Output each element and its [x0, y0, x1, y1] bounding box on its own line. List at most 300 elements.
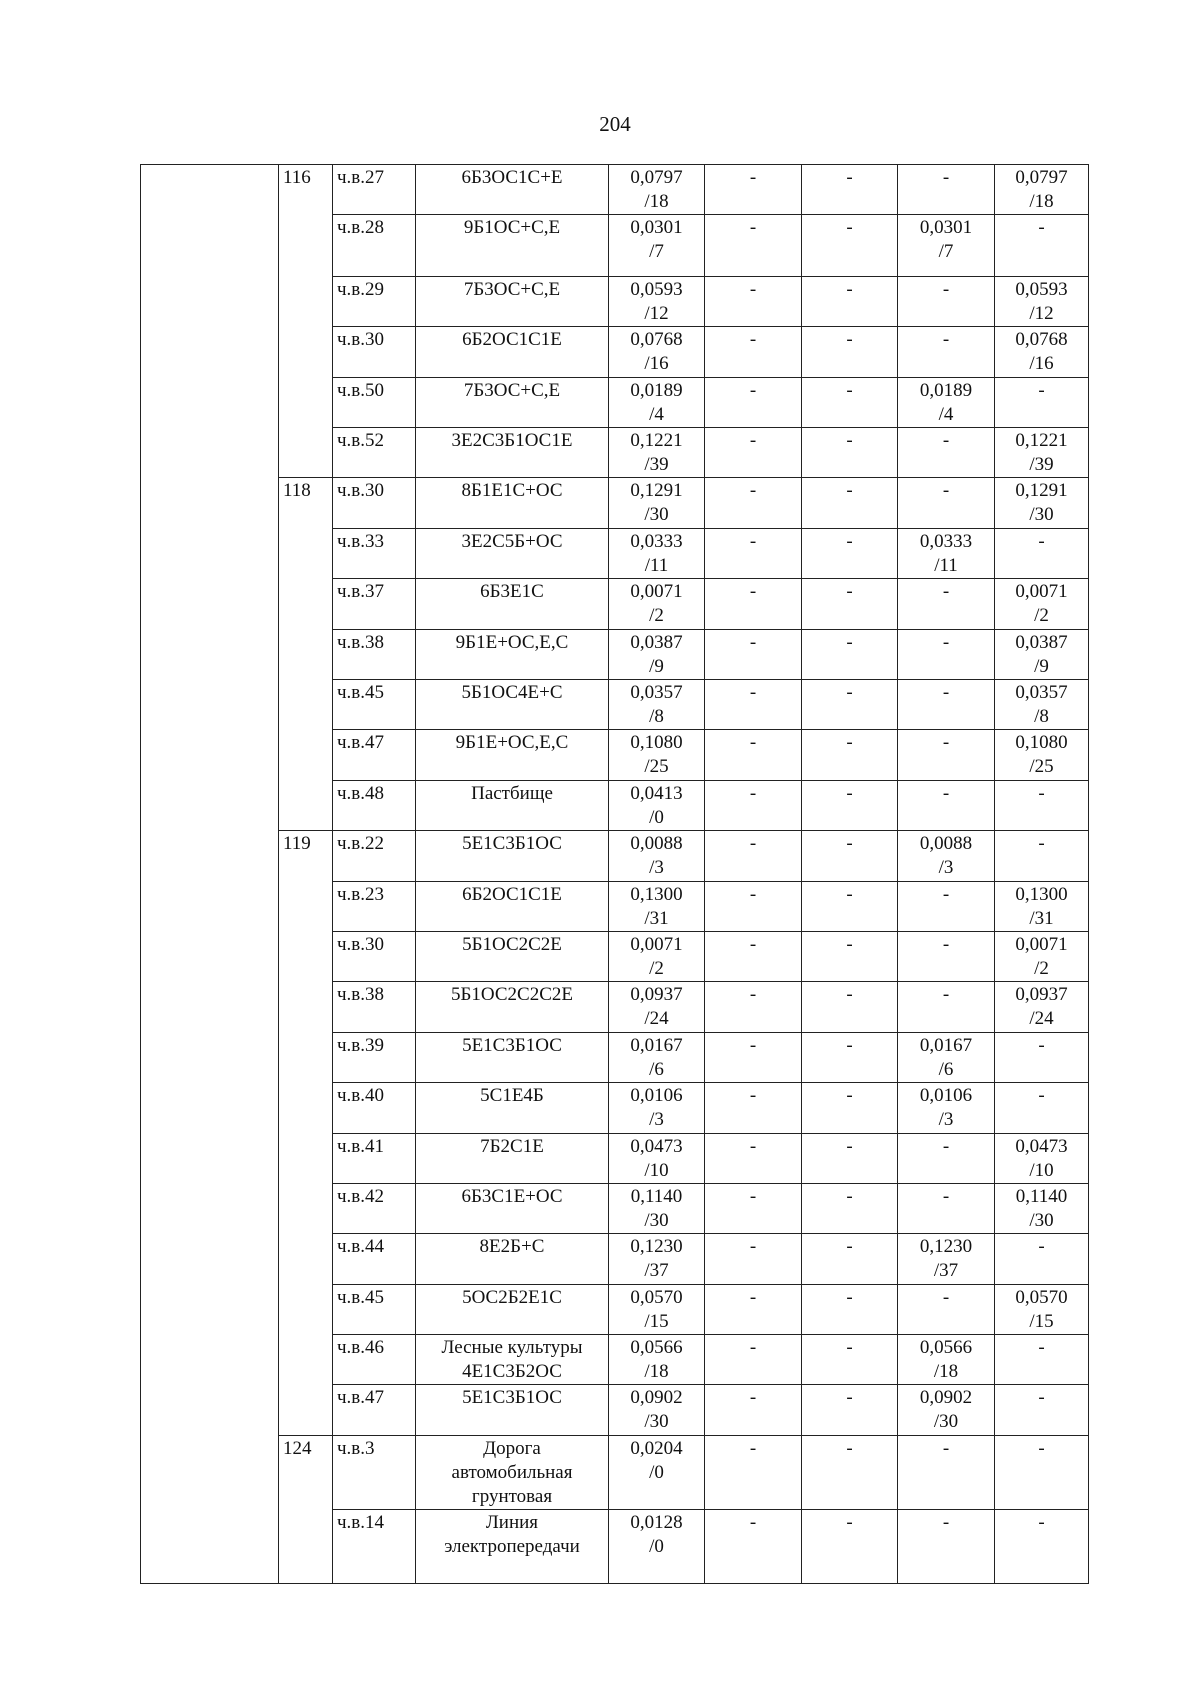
column-5-cell: - [705, 327, 802, 377]
column-5-cell: - [705, 1335, 802, 1385]
column-7-cell [898, 1435, 995, 1510]
area-line: 0,0301 [630, 217, 683, 239]
column-5-cell: - [705, 478, 802, 528]
composition-line: 3Е2С3Б1ОС1Е [451, 430, 573, 452]
column-7-line: /18 [933, 1361, 959, 1383]
area-cell [609, 1083, 705, 1133]
column-8-line: /30 [1029, 504, 1054, 526]
column-8-cell [995, 1335, 1089, 1385]
column-8-line: /16 [1029, 353, 1054, 375]
column-7-line: - [942, 1135, 950, 1157]
column-5-cell: - [705, 528, 802, 578]
area-line: /7 [649, 241, 664, 263]
page-number: 204 [599, 112, 631, 136]
table-row [141, 165, 1089, 215]
area-cell [609, 982, 705, 1032]
column-8-line: 0,0387 [1015, 631, 1068, 653]
area-line: 0,0570 [630, 1286, 683, 1308]
column-6-cell: - [802, 579, 898, 629]
area-line: 0,1230 [630, 1236, 683, 1258]
composition-cell [416, 276, 609, 326]
vydel-cell: ч.в.45 [333, 1284, 416, 1334]
column-5-cell: - [705, 1510, 802, 1584]
column-8-line: - [1038, 833, 1045, 855]
area-line: 0,1300 [630, 883, 683, 905]
area-line: /30 [644, 1209, 669, 1231]
quarter-number-cell: 119 [279, 831, 333, 1436]
column-7-cell [898, 1385, 995, 1435]
column-6-cell: - [802, 982, 898, 1032]
column-7-line: 0,0189 [919, 379, 973, 401]
column-8-line: - [1038, 379, 1045, 401]
column-7-line: /3 [938, 1109, 954, 1131]
column-7-cell [898, 1032, 995, 1082]
area-line: /30 [644, 504, 669, 526]
column-7-line: - [942, 631, 950, 653]
column-7-line: - [942, 1185, 950, 1207]
composition-cell [416, 1234, 609, 1284]
area-line: 0,1080 [630, 732, 683, 754]
column-5-cell: - [705, 377, 802, 427]
column-8-cell [995, 982, 1089, 1032]
vydel-cell: ч.в.27 [333, 165, 416, 215]
area-line: /9 [649, 655, 664, 677]
composition-line: 5Е1С3Б1ОС [462, 833, 562, 855]
area-cell [609, 1435, 705, 1510]
column-5-cell: - [705, 215, 802, 276]
column-5-cell: - [705, 165, 802, 215]
column-8-cell [995, 276, 1089, 326]
forest-plot-table [140, 164, 1089, 1584]
column-6-cell: - [802, 1032, 898, 1082]
area-cell [609, 1032, 705, 1082]
column-8-line: - [1038, 1034, 1045, 1056]
column-7-line: 0,0333 [919, 530, 973, 552]
column-8-line: 0,0473 [1015, 1135, 1068, 1157]
table-row [141, 478, 1089, 528]
column-8-line: - [1038, 782, 1045, 804]
column-7-line: /3 [938, 857, 954, 879]
column-8-cell [995, 1234, 1089, 1284]
column-8-cell [995, 528, 1089, 578]
vydel-cell: ч.в.30 [333, 478, 416, 528]
column-7-line: - [942, 1512, 950, 1534]
column-8-cell [995, 478, 1089, 528]
column-8-line: - [1038, 1387, 1045, 1409]
composition-cell [416, 931, 609, 981]
area-line: /24 [644, 1008, 669, 1030]
area-line: 0,0106 [630, 1085, 683, 1107]
column-8-line: 0,1140 [1015, 1185, 1068, 1207]
table-row [141, 1435, 1089, 1510]
column-7-line: - [942, 732, 950, 754]
column-7-cell [898, 1335, 995, 1385]
column-8-line: 0,0357 [1015, 681, 1068, 703]
composition-cell [416, 1335, 609, 1385]
column-7-line: 0,0902 [919, 1387, 973, 1409]
composition-cell [416, 780, 609, 830]
column-7-cell [898, 679, 995, 729]
vydel-cell: ч.в.29 [333, 276, 416, 326]
composition-cell [416, 982, 609, 1032]
column-6-cell: - [802, 528, 898, 578]
column-7-cell [898, 1183, 995, 1233]
composition-line: Лесные культуры [441, 1337, 583, 1359]
vydel-cell: ч.в.30 [333, 327, 416, 377]
area-cell [609, 1510, 705, 1584]
column-7-cell [898, 1510, 995, 1584]
composition-line: 4Е1С3Б2ОС [462, 1361, 562, 1383]
column-5-cell: - [705, 931, 802, 981]
area-line: 0,0333 [630, 530, 683, 552]
area-cell [609, 276, 705, 326]
composition-line: грунтовая [471, 1485, 553, 1507]
column-8-line: /25 [1029, 756, 1054, 778]
column-7-line: - [942, 933, 950, 955]
column-8-line: - [1038, 1236, 1045, 1258]
area-line: /37 [644, 1260, 669, 1282]
area-line: /0 [649, 806, 664, 828]
column-8-cell [995, 165, 1089, 215]
area-line: /30 [644, 1411, 669, 1433]
area-cell [609, 428, 705, 478]
vydel-cell: ч.в.37 [333, 579, 416, 629]
composition-cell [416, 831, 609, 881]
column-7-line: 0,0167 [919, 1034, 973, 1056]
area-line: 0,1221 [630, 430, 683, 452]
vydel-cell: ч.в.48 [333, 780, 416, 830]
composition-cell [416, 377, 609, 427]
column-8-line: - [1038, 1085, 1045, 1107]
composition-line: 3Е2С5Б+ОС [461, 530, 563, 552]
column-6-cell: - [802, 1234, 898, 1284]
composition-cell [416, 629, 609, 679]
area-line: /11 [644, 554, 669, 576]
column-8-line: 0,0071 [1015, 933, 1068, 955]
column-8-cell [995, 1435, 1089, 1510]
column-7-line: - [942, 984, 950, 1006]
column-8-line: /10 [1029, 1159, 1054, 1181]
column-6-cell: - [802, 730, 898, 780]
column-6-cell: - [802, 629, 898, 679]
area-line: /4 [649, 403, 664, 425]
column-6-cell: - [802, 831, 898, 881]
area-line: 0,0189 [630, 379, 683, 401]
composition-line: 5Е1С3Б1ОС [462, 1387, 562, 1409]
composition-cell [416, 478, 609, 528]
composition-line: Линия [485, 1512, 539, 1534]
column-7-line: - [942, 480, 950, 502]
area-cell [609, 165, 705, 215]
column-7-line: - [942, 1286, 950, 1308]
column-7-line: 0,1230 [919, 1236, 973, 1258]
composition-cell [416, 1284, 609, 1334]
area-cell [609, 679, 705, 729]
column-7-cell [898, 629, 995, 679]
column-7-line: - [942, 430, 950, 452]
area-line: /0 [649, 1461, 664, 1483]
composition-cell [416, 730, 609, 780]
vydel-cell: ч.в.50 [333, 377, 416, 427]
column-6-cell: - [802, 679, 898, 729]
composition-cell [416, 1183, 609, 1233]
column-7-line: - [942, 581, 950, 603]
column-8-line: /24 [1029, 1008, 1054, 1030]
composition-line: 9Б1Е+ОС,Е,С [455, 732, 569, 754]
column-8-cell [995, 881, 1089, 931]
column-8-line: 0,0570 [1015, 1286, 1068, 1308]
column-8-line: - [1038, 1437, 1045, 1459]
area-cell [609, 629, 705, 679]
column-8-cell [995, 1510, 1089, 1584]
column-7-cell [898, 428, 995, 478]
area-cell [609, 377, 705, 427]
area-line: 0,0167 [630, 1034, 683, 1056]
column-8-cell [995, 1183, 1089, 1233]
column-5-cell: - [705, 679, 802, 729]
column-8-cell [995, 780, 1089, 830]
vydel-cell: ч.в.39 [333, 1032, 416, 1082]
column-7-line: - [942, 883, 950, 905]
vydel-cell: ч.в.41 [333, 1133, 416, 1183]
composition-line: 9Б1ОС+С,Е [463, 217, 561, 239]
column-8-line: /31 [1029, 907, 1054, 929]
column-7-cell [898, 1234, 995, 1284]
column-7-cell [898, 215, 995, 276]
column-8-line: /2 [1034, 957, 1049, 979]
column-6-cell: - [802, 1183, 898, 1233]
column-7-cell [898, 528, 995, 578]
column-7-line: /30 [933, 1411, 959, 1433]
column-8-line: - [1038, 1512, 1045, 1534]
column-8-line: 0,1300 [1015, 883, 1068, 905]
column-6-cell: - [802, 1385, 898, 1435]
column-6-cell: - [802, 1133, 898, 1183]
area-cell [609, 780, 705, 830]
area-line: /3 [649, 857, 664, 879]
area-line: /15 [644, 1310, 669, 1332]
vydel-cell: ч.в.40 [333, 1083, 416, 1133]
column-8-line: /15 [1029, 1310, 1054, 1332]
vydel-cell: ч.в.33 [333, 528, 416, 578]
blank-column-cell [141, 165, 279, 1584]
composition-line: Пастбище [471, 782, 553, 804]
area-line: /25 [644, 756, 669, 778]
area-line: 0,0071 [630, 933, 683, 955]
column-7-line: 0,0301 [919, 217, 973, 239]
column-8-line: /39 [1029, 454, 1054, 476]
area-line: 0,0566 [630, 1337, 683, 1359]
area-line: 0,0204 [630, 1437, 683, 1459]
vydel-cell: ч.в.23 [333, 881, 416, 931]
column-6-cell: - [802, 780, 898, 830]
composition-line: 6Б3ОС1С+Е [461, 167, 563, 188]
area-cell [609, 215, 705, 276]
vydel-cell: ч.в.28 [333, 215, 416, 276]
column-5-cell: - [705, 881, 802, 931]
column-8-line: /18 [1029, 191, 1054, 212]
column-8-cell [995, 831, 1089, 881]
column-7-cell [898, 327, 995, 377]
column-7-cell [898, 1284, 995, 1334]
column-6-cell: - [802, 327, 898, 377]
column-7-cell [898, 377, 995, 427]
column-8-cell [995, 1385, 1089, 1435]
composition-line: 5Б1ОС2С2Е [462, 933, 562, 955]
column-8-cell [995, 1032, 1089, 1082]
column-8-cell [995, 327, 1089, 377]
column-8-line: 0,0797 [1015, 167, 1068, 188]
column-5-cell: - [705, 1435, 802, 1510]
area-cell [609, 1234, 705, 1284]
vydel-cell: ч.в.52 [333, 428, 416, 478]
composition-line: 7Б3ОС+С,Е [463, 379, 561, 401]
area-line: /31 [644, 907, 669, 929]
column-7-cell [898, 1133, 995, 1183]
column-5-cell: - [705, 982, 802, 1032]
column-7-line: - [942, 329, 950, 351]
column-8-line: 0,1080 [1015, 732, 1068, 754]
area-line: /0 [649, 1536, 664, 1558]
column-7-cell [898, 881, 995, 931]
column-5-cell: - [705, 831, 802, 881]
column-7-line: - [942, 167, 950, 188]
composition-cell [416, 1083, 609, 1133]
area-cell [609, 1284, 705, 1334]
composition-line: 5Е1С3Б1ОС [462, 1034, 562, 1056]
composition-line: электропередачи [444, 1536, 580, 1558]
area-cell [609, 528, 705, 578]
column-7-line: /6 [938, 1058, 954, 1080]
composition-line: 7Б2С1Е [480, 1135, 544, 1157]
composition-line: 5ОС2Б2Е1С [462, 1286, 562, 1308]
column-8-line: /9 [1034, 655, 1049, 677]
column-6-cell: - [802, 931, 898, 981]
column-8-cell [995, 679, 1089, 729]
composition-line: 6Б3С1Е+ОС [461, 1185, 563, 1207]
area-cell [609, 881, 705, 931]
column-7-cell [898, 982, 995, 1032]
column-5-cell: - [705, 579, 802, 629]
composition-line: 5С1Е4Б [480, 1085, 544, 1107]
column-8-line: 0,0768 [1015, 329, 1068, 351]
area-line: 0,0902 [630, 1387, 683, 1409]
column-8-line: - [1038, 217, 1045, 239]
vydel-cell: ч.в.44 [333, 1234, 416, 1284]
column-7-line: /37 [933, 1260, 959, 1282]
composition-cell [416, 165, 609, 215]
column-8-cell [995, 377, 1089, 427]
area-line: /39 [644, 454, 669, 476]
column-7-cell [898, 730, 995, 780]
vydel-cell: ч.в.47 [333, 1385, 416, 1435]
composition-line: 6Б2ОС1С1Е [462, 329, 562, 351]
area-line: 0,0413 [630, 782, 683, 804]
column-6-cell: - [802, 1335, 898, 1385]
column-5-cell: - [705, 730, 802, 780]
vydel-cell: ч.в.30 [333, 931, 416, 981]
column-6-cell: - [802, 215, 898, 276]
area-cell [609, 1385, 705, 1435]
column-6-cell: - [802, 377, 898, 427]
quarter-number-cell: 118 [279, 478, 333, 831]
column-8-cell [995, 1083, 1089, 1133]
column-5-cell: - [705, 1083, 802, 1133]
area-cell [609, 1335, 705, 1385]
area-cell [609, 1183, 705, 1233]
table-row [141, 831, 1089, 881]
composition-line: 7Б3ОС+С,Е [463, 278, 561, 300]
area-line: 0,0128 [630, 1512, 683, 1534]
column-7-line: 0,0566 [919, 1337, 973, 1359]
area-line: /8 [649, 705, 664, 727]
column-7-cell [898, 478, 995, 528]
column-8-line: /2 [1034, 605, 1049, 627]
area-line: 0,0593 [630, 278, 683, 300]
area-line: /3 [649, 1109, 664, 1131]
column-8-line: 0,0937 [1015, 984, 1068, 1006]
column-7-line: - [942, 278, 950, 300]
column-5-cell: - [705, 1385, 802, 1435]
column-7-cell [898, 780, 995, 830]
column-8-line: - [1038, 530, 1045, 552]
column-6-cell: - [802, 428, 898, 478]
composition-cell [416, 1133, 609, 1183]
vydel-cell: ч.в.38 [333, 982, 416, 1032]
area-line: /10 [644, 1159, 669, 1181]
column-5-cell: - [705, 1234, 802, 1284]
area-cell [609, 478, 705, 528]
column-8-line: 0,0593 [1015, 278, 1068, 300]
area-cell [609, 1133, 705, 1183]
vydel-cell: ч.в.46 [333, 1335, 416, 1385]
column-7-line: - [942, 681, 950, 703]
column-6-cell: - [802, 276, 898, 326]
column-6-cell: - [802, 1435, 898, 1510]
column-6-cell: - [802, 1083, 898, 1133]
area-cell [609, 931, 705, 981]
area-line: 0,0387 [630, 631, 683, 653]
column-6-cell: - [802, 165, 898, 215]
area-line: 0,0797 [630, 167, 683, 188]
area-line: 0,0768 [630, 329, 683, 351]
composition-cell [416, 679, 609, 729]
area-line: 0,1140 [630, 1185, 683, 1207]
composition-line: 9Б1Е+ОС,Е,С [455, 631, 569, 653]
column-7-line: - [942, 1437, 950, 1459]
column-6-cell: - [802, 1284, 898, 1334]
column-8-line: /12 [1029, 302, 1054, 324]
composition-line: Дорога [483, 1437, 541, 1459]
quarter-number-cell: 124 [279, 1435, 333, 1583]
composition-cell [416, 1385, 609, 1435]
composition-line: 5Б1ОС4Е+С [461, 681, 563, 703]
area-line: /2 [649, 957, 664, 979]
column-8-cell [995, 730, 1089, 780]
column-5-cell: - [705, 1133, 802, 1183]
area-line: /16 [644, 353, 669, 375]
column-7-line: /11 [934, 554, 958, 576]
quarter-number-cell: 116 [279, 165, 333, 478]
column-7-cell [898, 579, 995, 629]
column-6-cell: - [802, 478, 898, 528]
composition-cell [416, 327, 609, 377]
composition-cell [416, 881, 609, 931]
column-8-line: 0,1221 [1015, 430, 1068, 452]
column-5-cell: - [705, 276, 802, 326]
column-8-line: - [1038, 1337, 1045, 1359]
vydel-cell: ч.в.22 [333, 831, 416, 881]
